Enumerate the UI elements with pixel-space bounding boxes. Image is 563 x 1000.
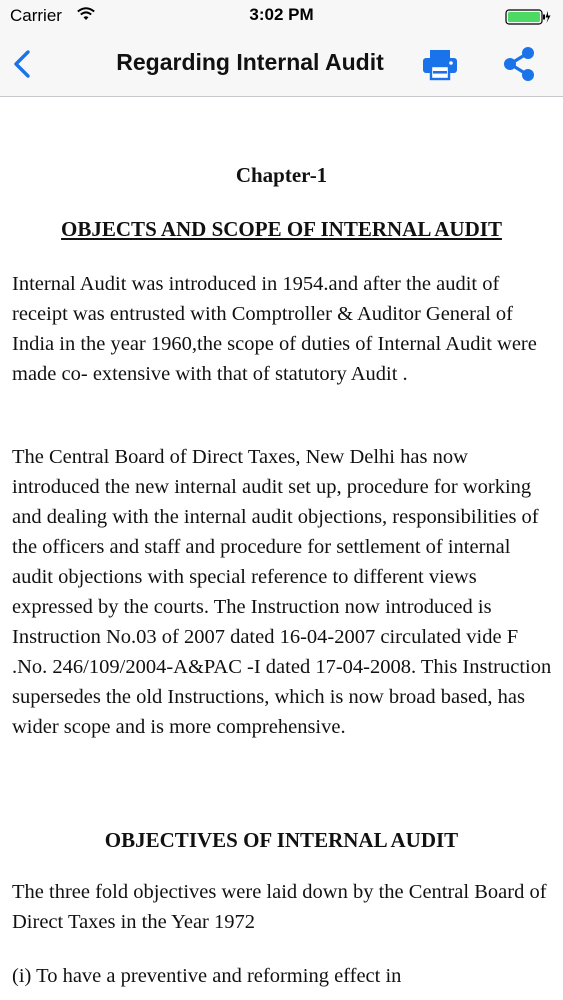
printer-icon[interactable] — [420, 46, 460, 82]
paragraph-objective-1: (i) To have a preventive and reforming effect in — [12, 965, 402, 987]
page-title: Regarding Internal Audit — [116, 49, 384, 75]
status-bar — [0, 0, 563, 32]
document-content[interactable] — [0, 97, 563, 1000]
share-icon[interactable] — [500, 44, 538, 84]
battery-icon — [505, 8, 551, 26]
carrier-label: Carrier — [10, 6, 62, 25]
paragraph-objectives-intro: The three fold objectives were laid down by the Central Board of Direct Taxes in the Year 1972 — [12, 881, 547, 933]
paragraph-introduction: Internal Audit was introduced in 1954.and after the audit of receipt was entrusted with Comptroller & Auditor General of India in the year 1960,the scope of duties of Internal Audit were made co- extensive with that of statutory Audit . — [12, 273, 537, 385]
navigation-bar — [0, 32, 563, 97]
chevron-left-icon[interactable] — [8, 46, 40, 82]
section-heading-objectives: OBJECTIVES OF INTERNAL AUDIT — [104, 828, 459, 852]
section-heading-objects-scope: OBJECTS AND SCOPE OF INTERNAL AUDIT — [61, 217, 502, 241]
status-time: 3:02 PM — [249, 5, 314, 24]
paragraph-cbdt-instruction: The Central Board of Direct Taxes, New Delhi has now introduced the new internal audit set up, procedure for working and dealing with the internal audit objections, responsibilities of the officers and staff and procedure for settlement of internal audit objections with special reference to different views expressed by the courts. The Instruction now introduced is Instruction No.03 of 2007 dated 16-04-2007 circulated vide F .No. 246/109/2004-A&PAC -I dated 17-04-2008. This Instruction supersedes the old Instructions, which is now broad based, has wider scope and is more comprehensive. — [12, 446, 552, 738]
chapter-heading: Chapter-1 — [235, 163, 328, 187]
